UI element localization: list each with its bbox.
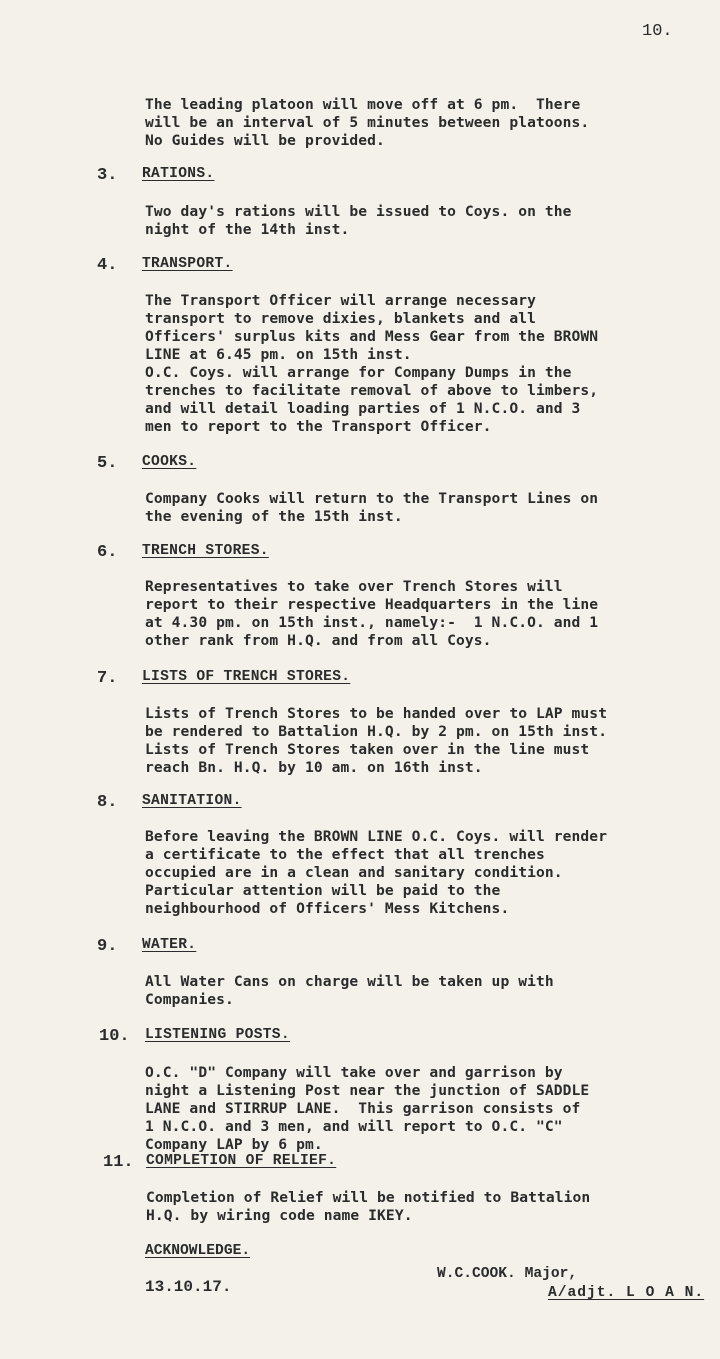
section-body-trench-stores: Representatives to take over Trench Stores will report to their respective Headquarters in the line at 4.30 pm. on 15th inst., namely:- 1 N.C.O. and 1 other rank from H.Q. and from all Coys. (145, 578, 599, 649)
section-body-lists-of-trench-stores: Lists of Trench Stores to be handed over to LAP must be rendered to Battalion H.Q. by 2 pm. on 15th inst. Lists of Trench Stores taken over in the line must reach Bn. H.Q. by 10 am. on 16th inst. (145, 705, 608, 776)
signature-title: A/adjt. L O A N. (548, 1285, 705, 1301)
section-title-lists-of-trench-stores: LISTS OF TRENCH STORES. (142, 669, 351, 685)
section-number-6: 6. (97, 543, 118, 562)
section-title-listening-posts: LISTENING POSTS. (145, 1027, 290, 1043)
section-number-4: 4. (97, 256, 118, 275)
page-number: 10. (642, 22, 673, 41)
section-body-rations: Two day's rations will be issued to Coys. on the night of the 14th inst. (145, 203, 572, 238)
section-title-completion-of-relief: COMPLETION OF RELIEF. (146, 1153, 337, 1169)
section-title-water: WATER. (142, 937, 197, 953)
section-number-5: 5. (97, 454, 118, 473)
section-body-listening-posts: O.C. "D" Company will take over and garrison by night a Listening Post near the junction of SADDLE LANE and STIRRUP LANE. This garrison consists of 1 N.C.O. and 3 men, and will report to O.C. "C" Company LAP by 6 pm. (145, 1064, 590, 1153)
section-body-water: All Water Cans on charge will be taken up with Companies. (145, 973, 554, 1008)
section-title-trench-stores: TRENCH STORES. (142, 543, 269, 559)
intro-paragraph: The leading platoon will move off at 6 pm. There will be an interval of 5 minutes between platoons. No Guides will be provided. (145, 96, 590, 149)
section-title-sanitation: SANITATION. (142, 793, 242, 809)
section-title-rations: RATIONS. (142, 166, 215, 182)
section-body-cooks: Company Cooks will return to the Transport Lines on the evening of the 15th inst. (145, 490, 599, 525)
section-number-7: 7. (97, 669, 118, 688)
section-body-transport: The Transport Officer will arrange necessary transport to remove dixies, blankets and all Officers' surplus kits and Mess Gear from the BROWN LINE at 6.45 pm. on 15th inst. O.C. Coys. will arrange for Company Dumps in the trenches to facilitate removal of above to limbers, and will detail loading parties of 1 N.C.O. and 3 men to report to the Transport Officer. (145, 292, 599, 435)
signature-name: W.C.COOK. Major, (437, 1266, 578, 1282)
section-number-9: 9. (97, 937, 118, 956)
section-number-11: 11. (103, 1153, 134, 1172)
section-title-transport: TRANSPORT. (142, 256, 233, 272)
section-number-10: 10. (99, 1027, 130, 1046)
acknowledge-heading: ACKNOWLEDGE. (145, 1243, 251, 1259)
document-date: 13.10.17. (145, 1278, 232, 1296)
section-body-sanitation: Before leaving the BROWN LINE O.C. Coys. will render a certificate to the effect that all trenches occupied are in a clean and sanitary condition. Particular attention will be paid to the neighbourhood of Officers' Mess Kitchens. (145, 828, 608, 917)
section-number-8: 8. (97, 793, 118, 812)
section-number-3: 3. (97, 166, 118, 185)
section-title-cooks: COOKS. (142, 454, 197, 470)
section-body-completion-of-relief: Completion of Relief will be notified to Battalion H.Q. by wiring code name IKEY. (146, 1189, 591, 1224)
